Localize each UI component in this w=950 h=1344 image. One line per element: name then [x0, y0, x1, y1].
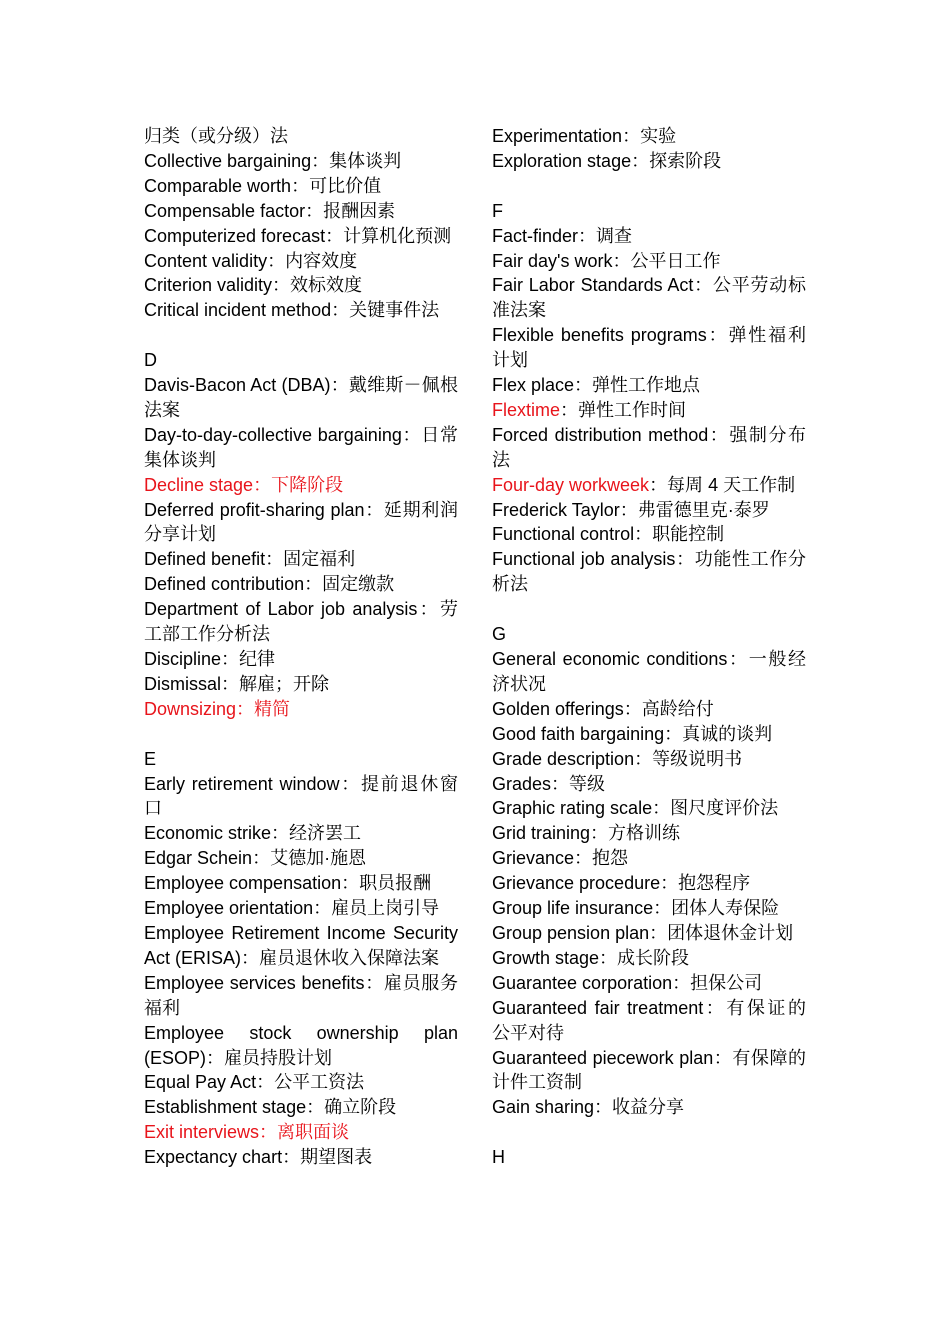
glossary-entry: Employee Retirement Income Security Act (ERISA)：雇员退休收入保障法案 [144, 922, 458, 968]
glossary-entry: Collective bargaining：集体谈判 [144, 150, 402, 171]
glossary-entry: Critical incident method：关键事件法 [144, 300, 440, 321]
glossary-entry: Department of Labor job analysis：劳工部工作分析法 [144, 599, 458, 645]
glossary-entry: Four-day workweek：每周 4 天工作制 [492, 474, 796, 495]
glossary-entry: Criterion validity：效标效度 [144, 275, 363, 296]
glossary-entry: Employee services benefits：雇员服务福利 [144, 972, 458, 1018]
highlighted-term: Four-day workweek [492, 474, 650, 495]
glossary-entry: Golden offerings：高龄给付 [492, 698, 714, 719]
blank-line [144, 722, 458, 747]
glossary-entry: Guaranteed fair treatment：有保证的公平对待 [492, 997, 806, 1043]
glossary-entry: Deferred profit-sharing plan：延期利润分享计划 [144, 499, 458, 545]
glossary-entry: Forced distribution method：强制分布法 [492, 424, 806, 470]
glossary-entry: Employee orientation：雇员上岗引导 [144, 898, 440, 919]
glossary-entry: Grades：等级 [492, 773, 606, 794]
section-letter: D [144, 350, 157, 371]
glossary-entry: Grievance procedure：抱怨程序 [492, 873, 751, 894]
glossary-entry: Flex place：弹性工作地点 [492, 375, 701, 396]
glossary-entry: Exit interviews：离职面谈 [144, 1122, 350, 1143]
glossary-entry: Functional control：职能控制 [492, 524, 725, 545]
glossary-entry: Grid training：方格训练 [492, 823, 681, 844]
glossary-entry: Fact-finder：调查 [492, 225, 633, 246]
glossary-entry: Economic strike：经济罢工 [144, 823, 362, 844]
glossary-entry: Group life insurance：团体人寿保险 [492, 898, 780, 919]
glossary-entry: Edgar Schein：艾德加·施恩 [144, 848, 367, 869]
glossary-entry: Computerized forecast：计算机化预测 [144, 225, 452, 246]
glossary-entry: Davis-Bacon Act (DBA)：戴维斯－佩根法案 [144, 375, 458, 420]
glossary-entry: Expectancy chart：期望图表 [144, 1147, 373, 1168]
glossary-entry: Content validity：内容效度 [144, 250, 358, 271]
glossary-entry: Group pension plan：团体退休金计划 [492, 922, 794, 943]
glossary-entry: 归类（或分级）法 [144, 126, 288, 146]
glossary-entry: Day-to-day-collective bargaining：日常集体谈判 [144, 424, 458, 470]
glossary-entry: Flexible benefits programs：弹性福利计划 [492, 325, 806, 371]
glossary-entry: Good faith bargaining：真诚的谈判 [492, 723, 773, 744]
glossary-entry: Decline stage：下降阶段 [144, 474, 344, 495]
highlighted-term: Flextime [492, 399, 561, 420]
glossary-entry: Growth stage：成长阶段 [492, 947, 690, 968]
section-letter: F [492, 200, 503, 221]
glossary-entry: Functional job analysis：功能性工作分析法 [492, 549, 806, 595]
glossary-entry: Defined benefit：固定福利 [144, 549, 356, 570]
glossary-entry: Guaranteed piecework plan：有保障的计件工资制 [492, 1047, 806, 1093]
blank-line [492, 1120, 806, 1145]
glossary-entry: Fair day's work：公平日工作 [492, 250, 721, 271]
blank-line [144, 323, 458, 348]
glossary-entry: Compensable factor：报酬因素 [144, 200, 396, 221]
glossary-entry: Experimentation：实验 [492, 126, 677, 146]
glossary-entry: Gain sharing：收益分享 [492, 1097, 685, 1118]
glossary-entry: Dismissal：解雇；开除 [144, 673, 330, 694]
glossary-entry: Establishment stage：确立阶段 [144, 1097, 397, 1118]
glossary-entry: Discipline：纪律 [144, 649, 276, 670]
glossary-entry: Exploration stage：探索阶段 [492, 150, 722, 171]
glossary-entry: Downsizing：精简 [144, 698, 291, 719]
glossary-entry: Equal Pay Act：公平工资法 [144, 1072, 365, 1093]
glossary-entry: Defined contribution：固定缴款 [144, 574, 395, 595]
left-column [144, 124, 458, 1170]
glossary-entry: Guarantee corporation：担保公司 [492, 972, 763, 993]
section-letter: G [492, 624, 507, 645]
glossary-entry: Graphic rating scale：图尺度评价法 [492, 798, 779, 819]
section-letter: H [492, 1147, 505, 1168]
section-letter: E [144, 748, 157, 769]
glossary-entry: Flextime：弹性工作时间 [492, 399, 687, 420]
blank-line [492, 597, 806, 622]
glossary-entry: Fair Labor Standards Act：公平劳动标准法案 [492, 275, 806, 321]
glossary-entry: Employee stock ownership plan (ESOP)：雇员持股计划 [144, 1022, 458, 1068]
glossary-entry: Early retirement window：提前退休窗口 [144, 773, 458, 819]
glossary-entry: Frederick Taylor：弗雷德里克·泰罗 [492, 499, 770, 520]
glossary-entry: General economic conditions：一般经济状况 [492, 649, 806, 694]
blank-line [492, 174, 806, 199]
right-column [492, 124, 806, 1170]
glossary-entry: Grade description：等级说明书 [492, 748, 743, 769]
glossary-entry: Employee compensation：职员报酬 [144, 873, 432, 894]
glossary-entry: Grievance：抱怨 [492, 848, 629, 869]
glossary-entry: Comparable worth：可比价值 [144, 175, 382, 196]
